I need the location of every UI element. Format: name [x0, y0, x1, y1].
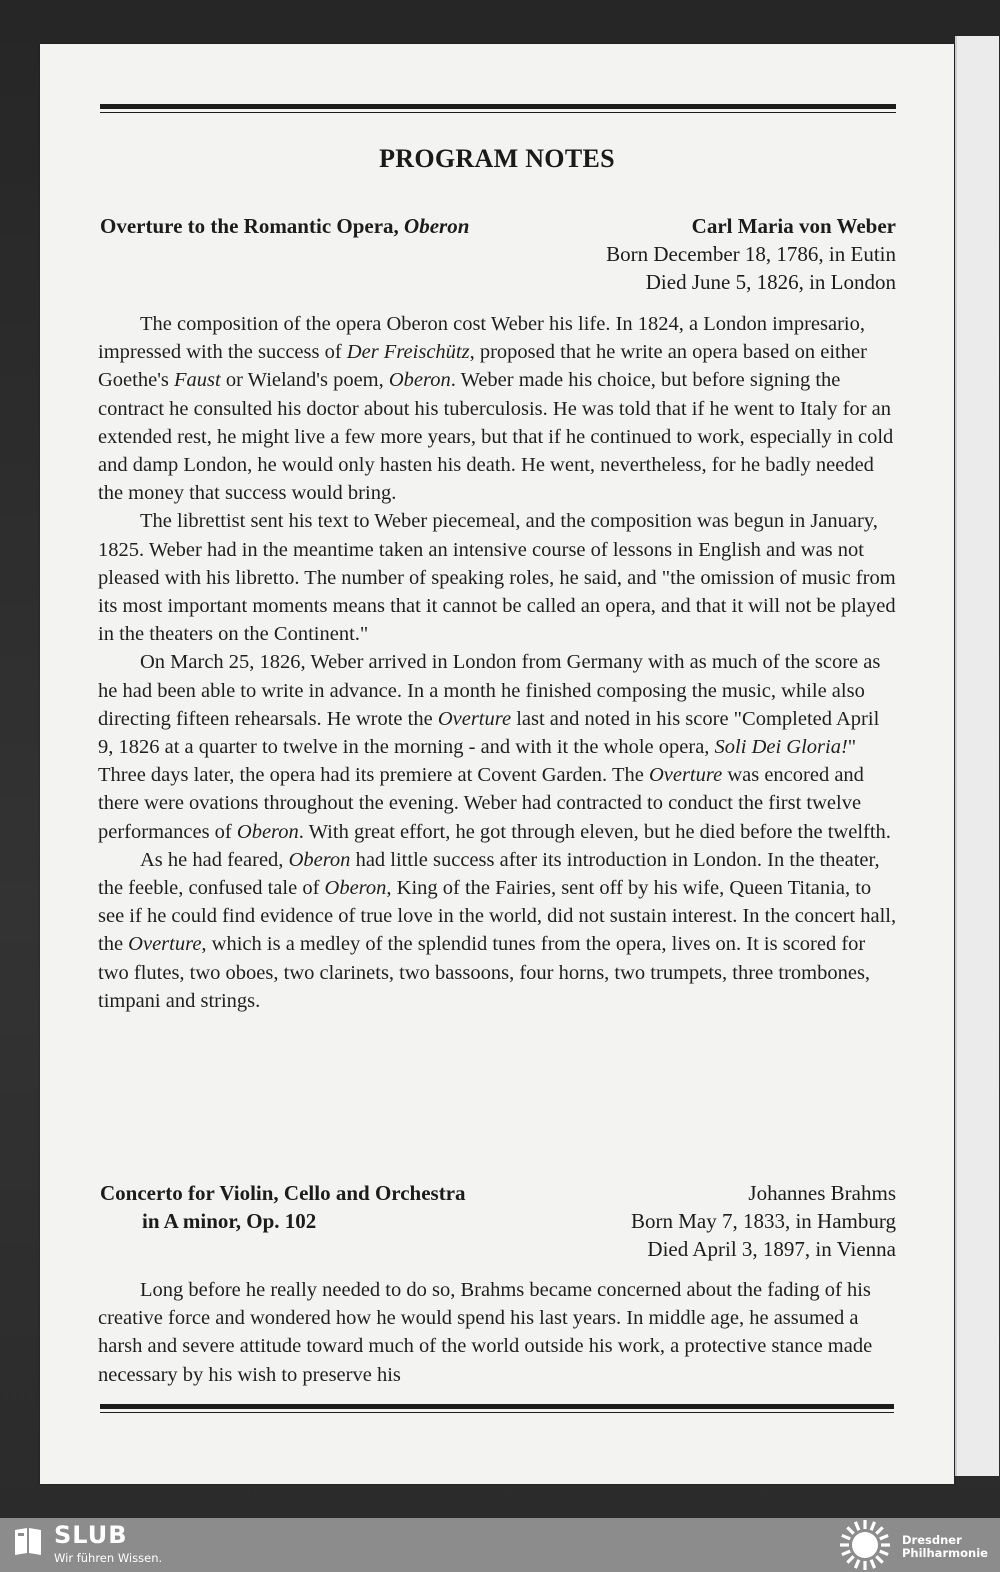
composer-name: Carl Maria von Weber [691, 214, 896, 238]
partner-line2: Philharmonie [902, 1546, 988, 1560]
slub-tagline: Wir führen Wissen. [54, 1551, 163, 1565]
book-icon [12, 1526, 44, 1556]
weber-notes [98, 310, 898, 1015]
piece-title-line2: in A minor, Op. 102 [142, 1209, 317, 1233]
piece-title [100, 212, 469, 240]
piece-title [100, 1179, 466, 1235]
piece-header-weber [100, 212, 896, 302]
sun-logo-icon[interactable] [838, 1519, 892, 1571]
slub-logo-text[interactable]: SLUB [54, 1521, 128, 1549]
composer-born: Born December 18, 1786, in Eutin [606, 242, 896, 266]
brahms-notes [98, 1276, 898, 1389]
piece-header-brahms [100, 1179, 896, 1269]
composer-died: Died June 5, 1826, in London [645, 270, 896, 294]
composer-info [606, 212, 896, 296]
top-rule [100, 104, 896, 113]
paragraph: The librettist sent his text to Weber piecemeal, and the composition was begun in January, 1825. Weber had in the meantime taken an intensive course of lessons in English and was not pleased with his libretto. The number of speaking roles, he said, and "the omission of music from its most important moments means that it cannot be called an opera, and that it will not be played in the theaters on the Continent." [98, 510, 896, 646]
paragraph: On March 25, 1826, Weber arrived in London from Germany with as much of the score as he had been able to write in advance. In a month he finished composing the music, while also directing fifteen rehearsals. He wrote the Overture last and noted in his score "Completed April 9, 1826 at a quarter to twelve in the morning - and with it the whole opera, Soli Dei Gloria!" Three days later, the opera had its premiere at Covent Garden. The Overture was encored and there were ovations throughout the evening. Weber had contracted to conduct the first twelve performances of Oberon. With great effort, he got through eleven, but he died before the twelfth. [98, 651, 891, 843]
composer-name: Johannes Brahms [748, 1181, 896, 1205]
page-title: PROGRAM NOTES [379, 144, 615, 173]
next-page-edge [955, 36, 999, 1476]
paragraph: As he had feared, Oberon had little success after its introduction in London. In the theater, the feeble, confused tale of Oberon, King of the Fairies, sent off by his wife, Queen Titania, to see if he could find evidence of true love in the world, did not sustain interest. In the concert hall, the Overture, which is a medley of the splendid tunes from the opera, lives on. It is scored for two flutes, two oboes, two clarinets, two bassoons, four horns, two trumpets, three trombones, timpani and strings. [98, 848, 897, 1012]
piece-title-text: Overture to the Romantic Opera, [100, 214, 399, 238]
composer-info [631, 1179, 896, 1263]
piece-title-italic: Oberon [404, 214, 470, 238]
partner-name [902, 1534, 988, 1560]
paragraph: Long before he really needed to do so, Brahms became concerned about the fading of his creative force and wondered how he would spend his last years. In middle age, he assumed a harsh and severe attitude toward much of the world outside his work, a protective stance made necessary by his wish to preserve his [98, 1279, 873, 1386]
paragraph: The composition of the opera Oberon cost Weber his life. In 1824, a London impresario, impressed with the success of Der Freischütz, proposed that he write an opera based on either Goethe's Faust or Wieland's poem, Oberon. Weber made his choice, but before signing the contract he consulted his doctor about his tuberculosis. He was told that if he went to Italy for an extended rest, he might live a few more years, but that if he continued to work, especially in cold and damp London, he would only hasten his death. He went, nevertheless, for he badly needed the money that success would bring. [98, 313, 894, 505]
viewer-footer [0, 1518, 1000, 1572]
composer-died: Died April 3, 1897, in Vienna [647, 1237, 896, 1261]
document-page [40, 44, 954, 1484]
composer-born: Born May 7, 1833, in Hamburg [630, 1209, 896, 1233]
bottom-rule [100, 1404, 894, 1413]
piece-title-line1: Concerto for Violin, Cello and Orchestra [100, 1181, 466, 1205]
partner-line1: Dresdner [902, 1533, 962, 1547]
